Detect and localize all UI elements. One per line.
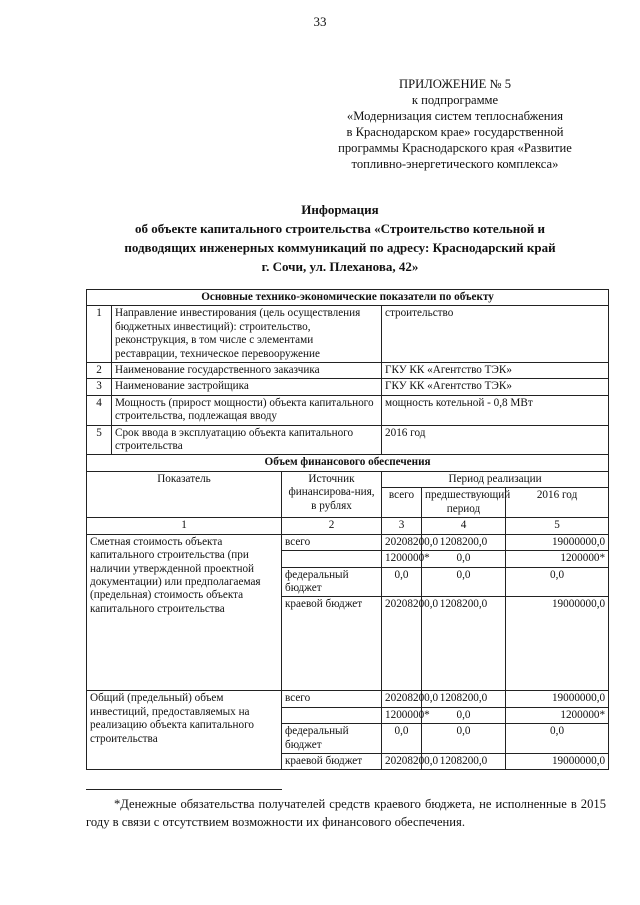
header-row — [87, 471, 609, 487]
year-cell: 1200000* — [506, 551, 609, 567]
indicator-cell: Сметная стоимость объекта капитального строительства (при наличии утвержденной проектной документации) или предполагаемая (предельная) стоимость объекта капитального строительства — [87, 534, 282, 691]
header-period: Период реализации — [382, 471, 609, 487]
column-number-row — [87, 518, 609, 534]
row-value: строительство — [382, 306, 609, 363]
section-heading: Основные технико-экономические показатели по объекту — [87, 290, 609, 306]
column-number: 5 — [506, 518, 609, 534]
row-label: Срок ввода в эксплуатацию объекта капитального строительства — [112, 425, 382, 455]
previous-cell: 1208200,0 — [422, 691, 506, 707]
total-cell: 1200000* — [382, 551, 422, 567]
title-line: г. Сочи, ул. Плеханова, 42» — [261, 259, 419, 274]
table-row — [87, 379, 609, 395]
previous-cell: 0,0 — [422, 551, 506, 567]
appendix-line: топливно-энергетического комплекса» — [351, 157, 559, 171]
previous-cell: 1208200,0 — [422, 753, 506, 769]
row-number: 3 — [87, 379, 112, 395]
row-label: Мощность (прирост мощности) объекта капитального строительства, подлежащая вводу — [112, 395, 382, 425]
total-cell: 1200000* — [382, 707, 422, 723]
title-line: подводящих инженерных коммуникаций по адресу: Краснодарский край — [124, 240, 556, 255]
previous-cell: 0,0 — [422, 707, 506, 723]
row-label: Наименование застройщика — [112, 379, 382, 395]
column-number: 3 — [382, 518, 422, 534]
title-line: Информация — [301, 202, 379, 217]
column-number: 1 — [87, 518, 282, 534]
year-cell: 19000000,0 — [506, 534, 609, 550]
appendix-line: «Модернизация систем теплоснабжения — [346, 109, 564, 123]
section-heading-row — [87, 455, 609, 471]
year-cell: 0,0 — [506, 724, 609, 754]
source-cell: федеральный бюджет — [282, 724, 382, 754]
section-heading-row — [87, 290, 609, 306]
year-cell: 19000000,0 — [506, 597, 609, 691]
year-cell: 19000000,0 — [506, 691, 609, 707]
total-cell: 20208200,0 — [382, 691, 422, 707]
table-row — [87, 534, 609, 550]
table-row — [87, 306, 609, 363]
row-value: 2016 год — [382, 425, 609, 455]
total-cell: 0,0 — [382, 724, 422, 754]
source-cell: краевой бюджет — [282, 597, 382, 691]
header-previous: предшествующий период — [422, 488, 506, 518]
previous-cell: 1208200,0 — [422, 534, 506, 550]
total-cell: 20208200,0 — [382, 753, 422, 769]
row-label: Наименование государственного заказчика — [112, 363, 382, 379]
object-info-table — [86, 289, 609, 770]
previous-cell: 1208200,0 — [422, 597, 506, 691]
row-number: 5 — [87, 425, 112, 455]
header-total: всего — [382, 488, 422, 518]
table-row — [87, 363, 609, 379]
source-cell: всего — [282, 691, 382, 707]
table-row — [87, 691, 609, 707]
appendix-header — [300, 76, 610, 172]
row-number: 2 — [87, 363, 112, 379]
page-number: 33 — [313, 14, 327, 29]
year-cell: 19000000,0 — [506, 753, 609, 769]
year-cell: 0,0 — [506, 567, 609, 597]
source-cell — [282, 707, 382, 723]
previous-cell: 0,0 — [422, 724, 506, 754]
appendix-line: в Краснодарском крае» государственной — [346, 125, 564, 139]
column-number: 2 — [282, 518, 382, 534]
row-value: ГКУ КК «Агентство ТЭК» — [382, 379, 609, 395]
header-year: 2016 год — [506, 488, 609, 518]
source-cell: краевой бюджет — [282, 753, 382, 769]
appendix-line: к подпрограмме — [411, 93, 499, 107]
title-line: об объекте капитального строительства «Строительство котельной и — [134, 221, 546, 236]
header-indicator: Показатель — [87, 471, 282, 517]
table-row — [87, 395, 609, 425]
section-heading: Объем финансового обеспечения — [87, 455, 609, 471]
appendix-line: программы Краснодарского края «Развитие — [338, 141, 572, 155]
source-cell: всего — [282, 534, 382, 550]
total-cell: 20208200,0 — [382, 534, 422, 550]
previous-cell: 0,0 — [422, 567, 506, 597]
footnote: *Денежные обязательства получателей средств краевого бюджета, не исполненные в 2015 году в связи с отсутствием возможности их финансового обеспечения. — [86, 797, 606, 829]
row-value: мощность котельной - 0,8 МВт — [382, 395, 609, 425]
table-row — [87, 425, 609, 455]
source-cell: федеральный бюджет — [282, 567, 382, 597]
header-source: Источник финансирова-ния, в рублях — [282, 471, 382, 517]
row-number: 4 — [87, 395, 112, 425]
total-cell: 0,0 — [382, 567, 422, 597]
row-number: 1 — [87, 306, 112, 363]
column-number: 4 — [422, 518, 506, 534]
source-cell — [282, 551, 382, 567]
indicator-cell: Общий (предельный) объем инвестиций, предоставляемых на реализацию объекта капитального строительства — [87, 691, 282, 770]
appendix-title: ПРИЛОЖЕНИЕ № 5 — [399, 77, 511, 91]
total-cell: 20208200,0 — [382, 597, 422, 691]
year-cell: 1200000* — [506, 707, 609, 723]
footnote-divider — [86, 789, 282, 790]
row-value: ГКУ КК «Агентство ТЭК» — [382, 363, 609, 379]
document-title — [60, 200, 620, 276]
row-label: Направление инвестирования (цель осуществления бюджетных инвестиций): строительство, реконструкция, в том числе с элементами реставрации, техническое перевооружение — [112, 306, 382, 363]
